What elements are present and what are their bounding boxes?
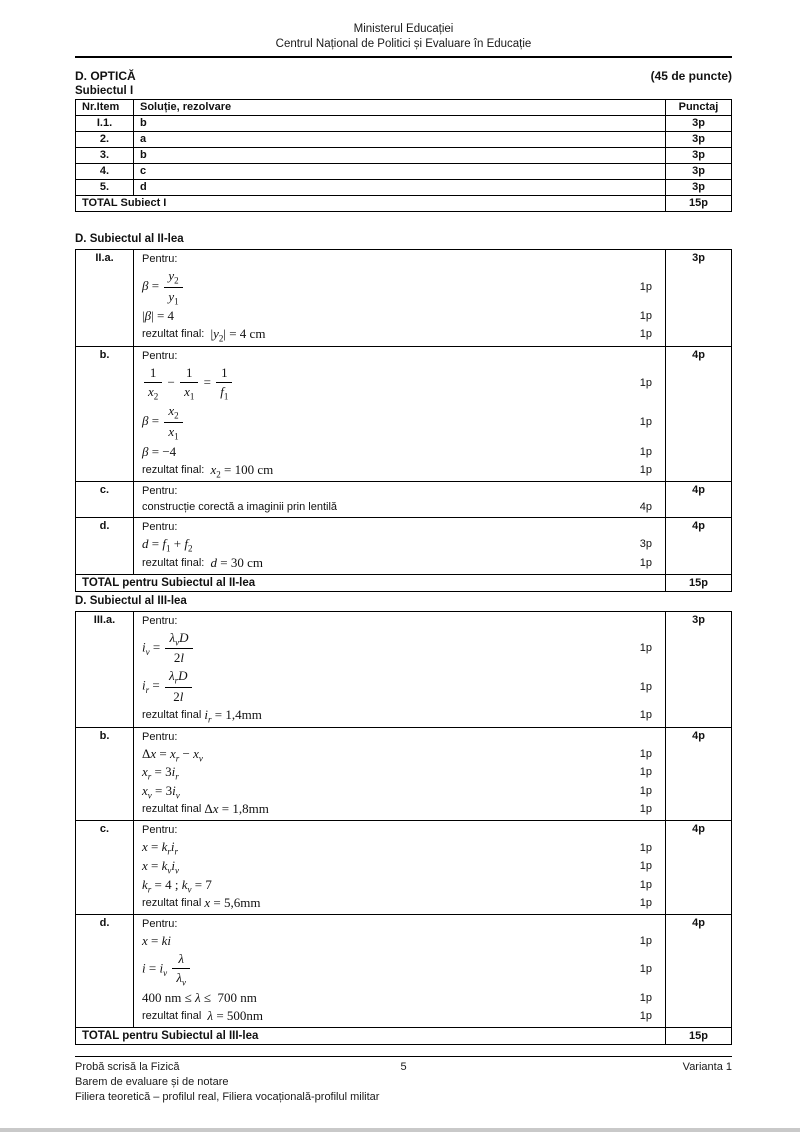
subject3-heading: D. Subiectul al III-lea — [75, 594, 187, 607]
solution-line — [142, 932, 665, 950]
total-row — [76, 574, 732, 591]
solution-text: Pentru: — [142, 521, 178, 534]
fraction — [180, 365, 198, 402]
table-row — [76, 727, 732, 821]
total-label: TOTAL Subiect I — [76, 196, 666, 212]
line-points: 1p — [639, 991, 652, 1004]
footer-variant: Varianta 1 — [682, 1061, 732, 1073]
fraction — [144, 365, 162, 402]
line-content — [142, 916, 177, 932]
solution-line — [142, 894, 665, 912]
solution-text: Pentru: — [142, 824, 178, 837]
item-number: c. — [76, 482, 134, 518]
answer-cell: b — [134, 116, 666, 132]
line-content — [142, 932, 171, 950]
solution-line — [142, 822, 665, 838]
line-content — [142, 989, 257, 1007]
solution-line — [142, 629, 665, 668]
score-cell: 4p — [666, 727, 732, 821]
footer-rule — [75, 1056, 732, 1057]
line-content — [142, 950, 192, 989]
solution-line — [142, 876, 665, 895]
page-content — [75, 22, 732, 1045]
score-cell: 4p — [666, 346, 732, 481]
line-points: 1p — [639, 935, 652, 948]
footer-exam-name: Probă scrisă la Fizică — [75, 1061, 180, 1073]
score-cell: 4p — [666, 518, 732, 575]
line-content — [142, 1007, 263, 1025]
solution-line — [142, 348, 665, 364]
solution-cell — [134, 821, 666, 915]
score-cell: 3p — [666, 164, 732, 180]
solution-line — [142, 267, 665, 307]
table-row — [76, 250, 732, 347]
subject1-subtitle: Subiectul I — [75, 85, 134, 97]
result-label: rezultat final — [142, 1009, 208, 1022]
table-row — [76, 116, 732, 132]
line-content — [142, 706, 262, 725]
total-score: 15p — [666, 196, 732, 212]
line-points: 1p — [639, 803, 652, 816]
solution-line — [142, 950, 665, 989]
line-points: 1p — [639, 310, 652, 323]
fraction-numerator: λ — [172, 951, 190, 969]
solution-cell — [134, 915, 666, 1028]
fraction-denominator: $f_1$ — [220, 383, 229, 402]
item-number: I.1. — [76, 116, 134, 132]
fraction-numerator: $x_2$ — [164, 403, 182, 423]
solution-line — [142, 364, 665, 403]
solution-text: construcție corectă a imaginii prin lentilă — [142, 501, 338, 514]
section-title: D. OPTICĂ — [75, 69, 136, 83]
table-row — [76, 821, 732, 915]
ministry-title: Ministerul Educației — [353, 23, 454, 35]
answer-cell: c — [134, 164, 666, 180]
solution-line — [142, 838, 665, 857]
solution-line — [142, 461, 665, 480]
solution-cell — [134, 518, 666, 575]
fraction-denominator: $x_1$ — [184, 383, 195, 402]
score-cell: 3p — [666, 132, 732, 148]
math-formula: λ = 500nm — [207, 1007, 264, 1023]
document-header — [75, 22, 732, 52]
line-content — [142, 857, 179, 876]
math-formula: x = 5,6mm — [204, 895, 261, 911]
solution-text: Pentru: — [142, 614, 178, 627]
score-cell: 4p — [666, 915, 732, 1028]
line-points: 1p — [639, 963, 652, 976]
answer-cell: d — [134, 180, 666, 196]
table-row — [76, 518, 732, 575]
fraction — [164, 403, 182, 441]
item-number: d. — [76, 518, 134, 575]
score-cell: 4p — [666, 821, 732, 915]
line-points: 1p — [639, 1009, 652, 1022]
line-points: 1p — [639, 841, 652, 854]
item-number: III.a. — [76, 611, 134, 727]
math-formula: β = −4 — [142, 443, 177, 459]
line-points: 1p — [639, 463, 652, 476]
line-content — [142, 307, 174, 325]
line-content — [142, 629, 195, 668]
table-row — [76, 148, 732, 164]
solution-line — [142, 251, 665, 267]
result-label: rezultat final — [142, 803, 205, 816]
table-row — [76, 346, 732, 481]
math-formula: $i_r$ = $\frac{\lambda_rD}{2l}$ — [142, 667, 194, 706]
result-label: rezultat final: — [142, 328, 211, 341]
math-formula: x = ki — [142, 933, 172, 949]
solution-line — [142, 800, 665, 818]
math-formula: $i_r = 1,4mm$ — [204, 706, 262, 725]
line-content — [142, 782, 180, 801]
fraction — [165, 668, 192, 705]
solution-cell — [134, 727, 666, 821]
line-points: 1p — [639, 747, 652, 760]
score-cell: 3p — [666, 148, 732, 164]
result-label: rezultat final: — [142, 556, 211, 569]
score-cell: 3p — [666, 180, 732, 196]
math-formula: $|y_2| = 4$ cm — [210, 326, 266, 344]
math-formula: $k_r = 4$ ; $k_v = 7$ — [142, 876, 212, 895]
line-content — [142, 554, 263, 572]
solution-text: Pentru: — [142, 485, 178, 498]
math-formula: $x = k_vi_v$ — [142, 857, 180, 876]
solution-line — [142, 499, 665, 515]
item-number: 3. — [76, 148, 134, 164]
result-label: rezultat final: — [142, 463, 211, 476]
column-header: Soluție, rezolvare — [134, 100, 666, 116]
solution-line — [142, 706, 665, 725]
footer-page-number: 5 — [400, 1061, 407, 1073]
scan-edge-artifact — [0, 1128, 800, 1132]
line-content — [142, 800, 269, 818]
line-points: 1p — [639, 878, 652, 891]
math-formula: $x_r = 3i_r$ — [142, 764, 179, 782]
line-content — [142, 364, 234, 403]
line-content — [142, 876, 212, 895]
fraction-numerator: $\lambda_vD$ — [165, 630, 192, 650]
fraction — [172, 951, 190, 988]
line-content — [142, 461, 273, 480]
math-formula: $x_2 = 100$ cm — [210, 461, 274, 480]
header-rule — [75, 56, 732, 58]
line-points: 1p — [639, 785, 652, 798]
line-content — [142, 483, 177, 499]
math-formula: $x_v = 3i_v$ — [142, 782, 180, 801]
fraction-denominator: $x_1$ — [168, 423, 179, 442]
line-content — [142, 325, 265, 344]
item-number: b. — [76, 346, 134, 481]
item-number: II.a. — [76, 250, 134, 347]
line-content — [142, 667, 194, 706]
solution-line — [142, 729, 665, 745]
fraction — [164, 268, 182, 306]
page-footer — [75, 1056, 732, 1105]
line-points: 1p — [639, 709, 652, 722]
section-points: (45 de puncte) — [650, 69, 732, 83]
header-row — [76, 100, 732, 116]
subject1-table — [75, 99, 732, 212]
table-row — [76, 915, 732, 1028]
line-content — [142, 763, 179, 782]
line-points: 1p — [639, 556, 652, 569]
result-label: rezultat final — [142, 709, 205, 722]
table-row — [76, 611, 732, 727]
line-content — [142, 894, 260, 912]
solution-line — [142, 519, 665, 535]
column-header: Punctaj — [666, 100, 732, 116]
solution-line — [142, 613, 665, 629]
line-content — [142, 613, 177, 629]
fraction-denominator: $y_1$ — [168, 288, 179, 307]
item-number: 4. — [76, 164, 134, 180]
line-points: 1p — [639, 680, 652, 693]
solution-line — [142, 745, 665, 764]
line-content — [142, 499, 337, 515]
solution-line — [142, 1007, 665, 1025]
line-points: 1p — [639, 860, 652, 873]
total-label: TOTAL pentru Subiectul al III-lea — [76, 1027, 666, 1044]
solution-text: Pentru: — [142, 730, 178, 743]
solution-line — [142, 307, 665, 325]
total-score: 15p — [666, 1027, 732, 1044]
solution-cell — [134, 250, 666, 347]
line-content — [142, 348, 177, 364]
line-content — [142, 822, 177, 838]
footer-filiera-line: Filiera teoretică – profilul real, Filiera vocațională-profilul militar — [75, 1091, 380, 1103]
solution-text: Pentru: — [142, 253, 178, 265]
line-content — [142, 251, 177, 267]
line-points: 4p — [639, 501, 652, 514]
math-formula: Δx = 1,8mm — [204, 801, 269, 817]
score-cell: 3p — [666, 250, 732, 347]
result-label: rezultat final — [142, 897, 205, 910]
column-header: Nr.Item — [76, 100, 134, 116]
math-formula: β = $\frac{x_2}{x_1}$ — [142, 402, 185, 442]
solution-line — [142, 989, 665, 1007]
fraction-numerator: 1 — [144, 365, 162, 383]
math-formula: β = $\frac{y_2}{y_1}$ — [142, 267, 185, 307]
solution-line — [142, 483, 665, 499]
solution-cell — [134, 346, 666, 481]
fraction — [216, 365, 232, 402]
footer-barem-line: Barem de evaluare și de notare — [75, 1076, 229, 1088]
solution-line — [142, 763, 665, 782]
line-content — [142, 402, 185, 442]
fraction-numerator: $\lambda_rD$ — [165, 668, 192, 688]
line-content — [142, 443, 176, 461]
answer-cell: a — [134, 132, 666, 148]
fraction — [165, 630, 192, 667]
total-score: 15p — [666, 574, 732, 591]
math-formula: $\Delta x = x_r - x_v$ — [142, 745, 203, 764]
solution-text: Pentru: — [142, 349, 178, 362]
solution-line — [142, 554, 665, 572]
solution-text: Pentru: — [142, 918, 178, 931]
line-content — [142, 519, 177, 535]
math-formula: $i = i_v$ $\frac{\lambda}{\lambda_v}$ — [142, 950, 192, 989]
fraction-denominator: 2l — [173, 688, 184, 704]
score-cell: 4p — [666, 482, 732, 518]
solution-line — [142, 857, 665, 876]
math-formula: $i_v$ = $\frac{\lambda_vD}{2l}$ — [142, 629, 195, 668]
math-formula: $x = k_ri_r$ — [142, 839, 179, 857]
total-row — [76, 1027, 732, 1044]
fraction-numerator: 1 — [180, 365, 198, 383]
fraction-denominator: $x_2$ — [148, 383, 159, 402]
fraction-denominator: 2l — [173, 650, 185, 666]
line-content — [142, 729, 177, 745]
line-points: 1p — [639, 328, 652, 341]
line-content — [142, 267, 185, 307]
total-row — [76, 196, 732, 212]
table-row — [76, 132, 732, 148]
line-points: 1p — [639, 377, 652, 390]
math-formula: $\frac{1}{x_2}$ − $\frac{1}{x_1}$ = $\frac{1}{f_1}$ — [142, 364, 234, 403]
subject2-heading: D. Subiectul al II-lea — [75, 233, 184, 245]
line-points: 1p — [639, 642, 652, 655]
line-points: 3p — [639, 538, 652, 551]
line-points: 1p — [639, 416, 652, 429]
answer-cell: b — [134, 148, 666, 164]
fraction-numerator: $y_2$ — [164, 268, 182, 288]
math-formula: 400 nm ≤ λ ≤ 700 nm — [142, 989, 257, 1005]
fraction-numerator: 1 — [216, 365, 232, 383]
item-number: d. — [76, 915, 134, 1028]
table-row — [76, 482, 732, 518]
item-number: b. — [76, 727, 134, 821]
footer-row — [75, 1060, 732, 1075]
solution-line — [142, 782, 665, 801]
center-title: Centrul Național de Politici și Evaluare în Educație — [275, 38, 532, 50]
solution-line — [142, 402, 665, 442]
section-title-row — [75, 69, 732, 84]
line-points: 1p — [639, 897, 652, 910]
table-row — [76, 164, 732, 180]
line-points: 1p — [639, 281, 652, 294]
subject2-table — [75, 249, 732, 592]
item-number: 5. — [76, 180, 134, 196]
line-content — [142, 838, 178, 857]
math-formula: $d = f_1 + f_2$ — [142, 536, 193, 554]
solution-cell — [134, 482, 666, 518]
subject3-table — [75, 611, 732, 1045]
line-content — [142, 745, 203, 764]
math-formula: d = 30 cm — [210, 554, 263, 570]
solution-line — [142, 325, 665, 344]
solution-cell — [134, 611, 666, 727]
solution-line — [142, 667, 665, 706]
score-cell: 3p — [666, 116, 732, 132]
score-cell: 3p — [666, 611, 732, 727]
total-label: TOTAL pentru Subiectul al II-lea — [76, 574, 666, 591]
solution-line — [142, 535, 665, 554]
solution-line — [142, 443, 665, 461]
item-number: c. — [76, 821, 134, 915]
math-formula: |β| = 4 — [142, 308, 175, 324]
line-points: 1p — [639, 766, 652, 779]
table-row — [76, 180, 732, 196]
line-points: 1p — [639, 445, 652, 458]
line-content — [142, 535, 192, 554]
fraction-denominator: $\lambda_v$ — [176, 970, 186, 988]
solution-line — [142, 916, 665, 932]
item-number: 2. — [76, 132, 134, 148]
